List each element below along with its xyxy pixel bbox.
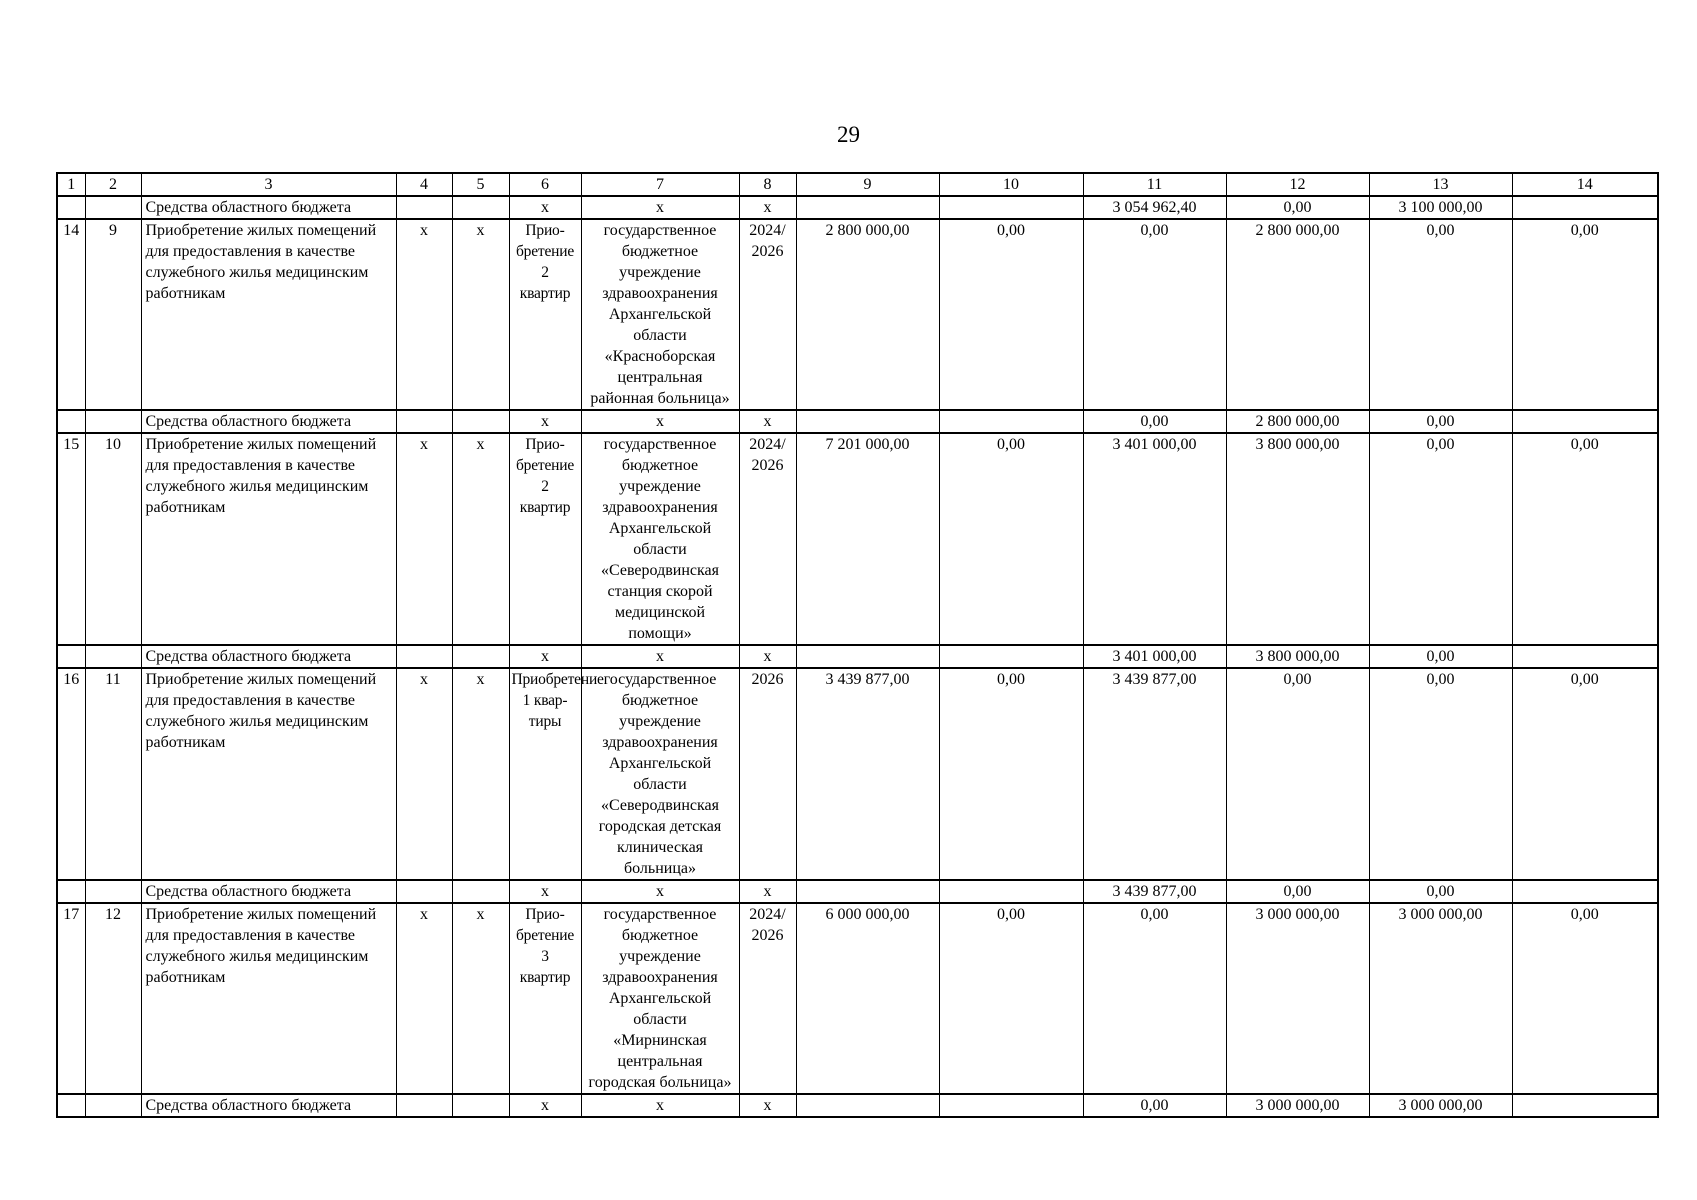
x-mark: х: [396, 668, 452, 880]
institution-name-line: учреждение: [619, 948, 701, 965]
purchase-description-line: бретение: [515, 927, 575, 944]
institution-name-line: Архангельской: [608, 990, 712, 1007]
column-header-4: 4: [396, 173, 452, 196]
purchase-description-line: 3: [541, 948, 549, 965]
institution-name: [581, 903, 739, 1094]
amount-cell: 0,00: [1083, 1094, 1226, 1117]
purchase-description-line: квартир: [519, 969, 571, 986]
institution-name-line: центральная: [617, 369, 703, 386]
institution-name-line: станция скорой: [607, 583, 713, 600]
item-number: 9: [85, 219, 141, 410]
column-header-3: 3: [141, 173, 396, 196]
funding-label: Средства областного бюджета: [141, 410, 396, 433]
cell-10: [939, 1094, 1083, 1117]
table-row: [57, 433, 1658, 645]
institution-name-line: «Северодвинская: [601, 797, 719, 814]
row-number: 17: [57, 903, 85, 1094]
x-mark: х: [396, 903, 452, 1094]
cell-2: [85, 645, 141, 668]
cell-4: [396, 880, 452, 903]
amount-cell: 3 000 000,00: [1226, 1094, 1369, 1117]
amount-cell: 0,00: [1512, 903, 1658, 1094]
x-mark: х: [509, 1094, 581, 1117]
institution-name-line: бюджетное: [621, 692, 699, 709]
cell-10: [939, 196, 1083, 219]
amount-cell: 6 000 000,00: [796, 903, 939, 1094]
purchase-description-line: бретение: [515, 243, 575, 260]
institution-name-line: государственное: [603, 436, 717, 453]
item-number: 12: [85, 903, 141, 1094]
amount-cell: 2 800 000,00: [1226, 410, 1369, 433]
institution-name-line: больница»: [624, 860, 696, 877]
institution-name-line: государственное: [603, 222, 717, 239]
item-number: 10: [85, 433, 141, 645]
amount-cell: 0,00: [1369, 410, 1512, 433]
institution-name-line: «Красноборская: [604, 348, 716, 365]
funding-label: Средства областного бюджета: [141, 880, 396, 903]
purchase-description-line: 2: [541, 478, 549, 495]
column-header-14: 14: [1512, 173, 1658, 196]
purchase-description-line: Прио-: [525, 222, 565, 239]
cell-10: [939, 880, 1083, 903]
cell-5: [452, 196, 509, 219]
cell-5: [452, 1094, 509, 1117]
item-number: 11: [85, 668, 141, 880]
x-mark: х: [739, 645, 796, 668]
cell-14: [1512, 880, 1658, 903]
amount-cell: 3 401 000,00: [1083, 433, 1226, 645]
period-line: 2026: [751, 243, 784, 260]
period: [739, 433, 796, 645]
institution-name: [581, 668, 739, 880]
institution-name: [581, 433, 739, 645]
institution-name-line: медицинской: [614, 604, 706, 621]
cell-1: [57, 1094, 85, 1117]
cell-5: [452, 880, 509, 903]
amount-cell: 2 800 000,00: [1226, 219, 1369, 410]
cell-5: [452, 410, 509, 433]
institution-name: [581, 219, 739, 410]
amount-cell: 0,00: [939, 219, 1083, 410]
column-header-6: 6: [509, 173, 581, 196]
cell-10: [939, 410, 1083, 433]
x-mark: х: [739, 880, 796, 903]
amount-cell: 2 800 000,00: [796, 219, 939, 410]
x-mark: х: [581, 196, 739, 219]
cell-4: [396, 645, 452, 668]
column-header-7: 7: [581, 173, 739, 196]
x-mark: х: [739, 410, 796, 433]
x-mark: х: [509, 410, 581, 433]
amount-cell: 0,00: [939, 668, 1083, 880]
cell-14: [1512, 1094, 1658, 1117]
x-mark: х: [452, 668, 509, 880]
institution-name-line: Архангельской: [608, 306, 712, 323]
funding-row: [57, 645, 1658, 668]
amount-cell: 0,00: [1083, 410, 1226, 433]
amount-cell: 0,00: [1226, 880, 1369, 903]
period-line: 2024/: [749, 436, 786, 453]
amount-cell: 0,00: [1369, 645, 1512, 668]
column-header-10: 10: [939, 173, 1083, 196]
item-name: Приобретение жилых помещений для предоставления в качестве служебного жилья медицинским работникам: [141, 219, 396, 410]
period: [739, 903, 796, 1094]
funding-row: [57, 196, 1658, 219]
cell-10: [939, 645, 1083, 668]
cell-9: [796, 645, 939, 668]
purchase-description-line: бретение: [515, 457, 575, 474]
cell-9: [796, 880, 939, 903]
item-name: Приобретение жилых помещений для предоставления в качестве служебного жилья медицинским работникам: [141, 903, 396, 1094]
amount-cell: 3 439 877,00: [1083, 880, 1226, 903]
period-line: 2026: [751, 457, 784, 474]
funding-label: Средства областного бюджета: [141, 645, 396, 668]
x-mark: х: [509, 196, 581, 219]
institution-name-line: бюджетное: [621, 927, 699, 944]
purchase-description: [509, 903, 581, 1094]
period-line: 2026: [751, 671, 784, 688]
institution-name-line: учреждение: [619, 713, 701, 730]
institution-name-line: здравоохранения: [602, 285, 718, 302]
purchase-description-line: Прио-: [525, 436, 565, 453]
amount-cell: 0,00: [1369, 219, 1512, 410]
purchase-description-line: Прио-: [525, 906, 565, 923]
cell-2: [85, 880, 141, 903]
purchase-description-line: Приобретение: [511, 671, 604, 688]
amount-cell: 0,00: [1512, 219, 1658, 410]
x-mark: х: [396, 433, 452, 645]
amount-cell: 0,00: [1512, 668, 1658, 880]
institution-name-line: «Северодвинская: [601, 562, 719, 579]
column-header-5: 5: [452, 173, 509, 196]
institution-name-line: учреждение: [619, 478, 701, 495]
table-row: [57, 219, 1658, 410]
amount-cell: 0,00: [939, 903, 1083, 1094]
purchase-description: [509, 433, 581, 645]
column-header-11: 11: [1083, 173, 1226, 196]
purchase-description-line: тиры: [528, 713, 562, 730]
cell-5: [452, 645, 509, 668]
table-row: [57, 668, 1658, 880]
cell-2: [85, 410, 141, 433]
x-mark: х: [581, 1094, 739, 1117]
x-mark: х: [739, 196, 796, 219]
cell-1: [57, 880, 85, 903]
amount-cell: 3 000 000,00: [1226, 903, 1369, 1094]
table-row: [57, 903, 1658, 1094]
amount-cell: 0,00: [1369, 433, 1512, 645]
institution-name-line: районная больница»: [590, 390, 730, 407]
institution-name-line: здравоохранения: [602, 969, 718, 986]
x-mark: х: [739, 1094, 796, 1117]
amount-cell: 7 201 000,00: [796, 433, 939, 645]
funding-row: [57, 1094, 1658, 1117]
x-mark: х: [452, 433, 509, 645]
cell-4: [396, 410, 452, 433]
institution-name-line: бюджетное: [621, 243, 699, 260]
amount-cell: 0,00: [1083, 219, 1226, 410]
column-header-13: 13: [1369, 173, 1512, 196]
institution-name-line: учреждение: [619, 264, 701, 281]
purchase-description-line: 1 квар-: [522, 692, 568, 709]
x-mark: х: [396, 219, 452, 410]
x-mark: х: [509, 880, 581, 903]
purchase-description-line: квартир: [519, 499, 571, 516]
purchase-description-line: квартир: [519, 285, 571, 302]
institution-name-line: «Мирнинская: [613, 1032, 707, 1049]
purchase-description: [509, 219, 581, 410]
row-number: 14: [57, 219, 85, 410]
amount-cell: 0,00: [1512, 433, 1658, 645]
column-header-1: 1: [57, 173, 85, 196]
amount-cell: 3 439 877,00: [796, 668, 939, 880]
amount-cell: 3 054 962,40: [1083, 196, 1226, 219]
item-name: Приобретение жилых помещений для предоставления в качестве служебного жилья медицинским работникам: [141, 433, 396, 645]
funding-label: Средства областного бюджета: [141, 1094, 396, 1117]
amount-cell: 0,00: [1226, 668, 1369, 880]
institution-name-line: городская детская: [598, 818, 722, 835]
x-mark: х: [452, 219, 509, 410]
cell-9: [796, 410, 939, 433]
x-mark: х: [581, 410, 739, 433]
amount-cell: 3 100 000,00: [1369, 196, 1512, 219]
period-line: 2024/: [749, 906, 786, 923]
institution-name-line: центральная: [617, 1053, 703, 1070]
cell-1: [57, 645, 85, 668]
amount-cell: 0,00: [1369, 668, 1512, 880]
institution-name-line: государственное: [603, 906, 717, 923]
cell-9: [796, 196, 939, 219]
period-line: 2026: [751, 927, 784, 944]
amount-cell: 3 800 000,00: [1226, 433, 1369, 645]
amount-cell: 0,00: [1226, 196, 1369, 219]
amount-cell: 3 800 000,00: [1226, 645, 1369, 668]
amount-cell: 3 000 000,00: [1369, 1094, 1512, 1117]
item-name: Приобретение жилых помещений для предоставления в качестве служебного жилья медицинским работникам: [141, 668, 396, 880]
institution-name-line: Архангельской: [608, 520, 712, 537]
x-mark: х: [581, 645, 739, 668]
cell-4: [396, 196, 452, 219]
institution-name-line: области: [633, 1011, 687, 1028]
cell-4: [396, 1094, 452, 1117]
period: [739, 668, 796, 880]
institution-name-line: здравоохранения: [602, 734, 718, 751]
row-number: 16: [57, 668, 85, 880]
cell-2: [85, 1094, 141, 1117]
cell-1: [57, 410, 85, 433]
column-header-9: 9: [796, 173, 939, 196]
cell-2: [85, 196, 141, 219]
institution-name-line: клиническая: [616, 839, 704, 856]
budget-table: [56, 172, 1659, 1118]
amount-cell: 3 000 000,00: [1369, 903, 1512, 1094]
x-mark: х: [452, 903, 509, 1094]
x-mark: х: [509, 645, 581, 668]
x-mark: х: [581, 880, 739, 903]
cell-14: [1512, 645, 1658, 668]
amount-cell: 3 401 000,00: [1083, 645, 1226, 668]
cell-14: [1512, 410, 1658, 433]
institution-name-line: здравоохранения: [602, 499, 718, 516]
cell-14: [1512, 196, 1658, 219]
institution-name-line: области: [633, 541, 687, 558]
column-header-12: 12: [1226, 173, 1369, 196]
amount-cell: 3 439 877,00: [1083, 668, 1226, 880]
funding-row: [57, 410, 1658, 433]
institution-name-line: государственное: [603, 671, 717, 688]
purchase-description-line: 2: [541, 264, 549, 281]
amount-cell: 0,00: [939, 433, 1083, 645]
cell-9: [796, 1094, 939, 1117]
funding-label: Средства областного бюджета: [141, 196, 396, 219]
column-header-2: 2: [85, 173, 141, 196]
institution-name-line: области: [633, 327, 687, 344]
funding-row: [57, 880, 1658, 903]
institution-name-line: помощи»: [628, 625, 692, 642]
column-header-8: 8: [739, 173, 796, 196]
institution-name-line: области: [633, 776, 687, 793]
institution-name-line: бюджетное: [621, 457, 699, 474]
page-number: 29: [837, 122, 860, 147]
amount-cell: 0,00: [1369, 880, 1512, 903]
institution-name-line: Архангельской: [608, 755, 712, 772]
amount-cell: 0,00: [1083, 903, 1226, 1094]
header-row: [57, 173, 1658, 196]
cell-1: [57, 196, 85, 219]
row-number: 15: [57, 433, 85, 645]
period: [739, 219, 796, 410]
institution-name-line: городская больница»: [588, 1074, 732, 1091]
period-line: 2024/: [749, 222, 786, 239]
purchase-description: [509, 668, 604, 880]
